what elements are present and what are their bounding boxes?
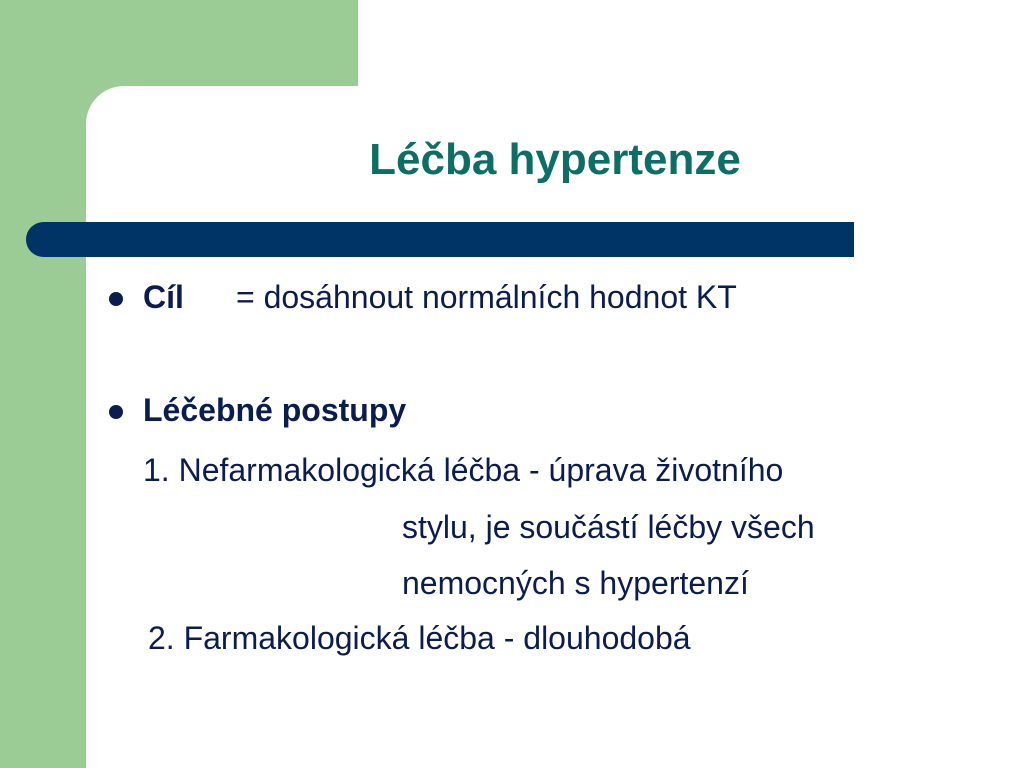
- procedure-line-2: stylu, je součástí léčby všech: [402, 509, 815, 545]
- bullet-icon: [109, 292, 123, 306]
- procedure-line-1: 1. Nefarmakologická léčba - úprava životního: [143, 452, 784, 488]
- goal-label: Cíl: [143, 279, 184, 315]
- procedure-line-3: nemocných s hypertenzí: [402, 565, 749, 601]
- title-underline-bar: [26, 222, 854, 257]
- slide-title: Léčba hypertenze: [369, 135, 741, 184]
- goal-text: = dosáhnout normálních hodnot KT: [236, 279, 737, 315]
- procedure-line-4: 2. Farmakologická léčba - dlouhodobá: [148, 620, 691, 656]
- procedures-label: Léčebné postupy: [143, 392, 407, 428]
- bullet-icon: [109, 405, 123, 419]
